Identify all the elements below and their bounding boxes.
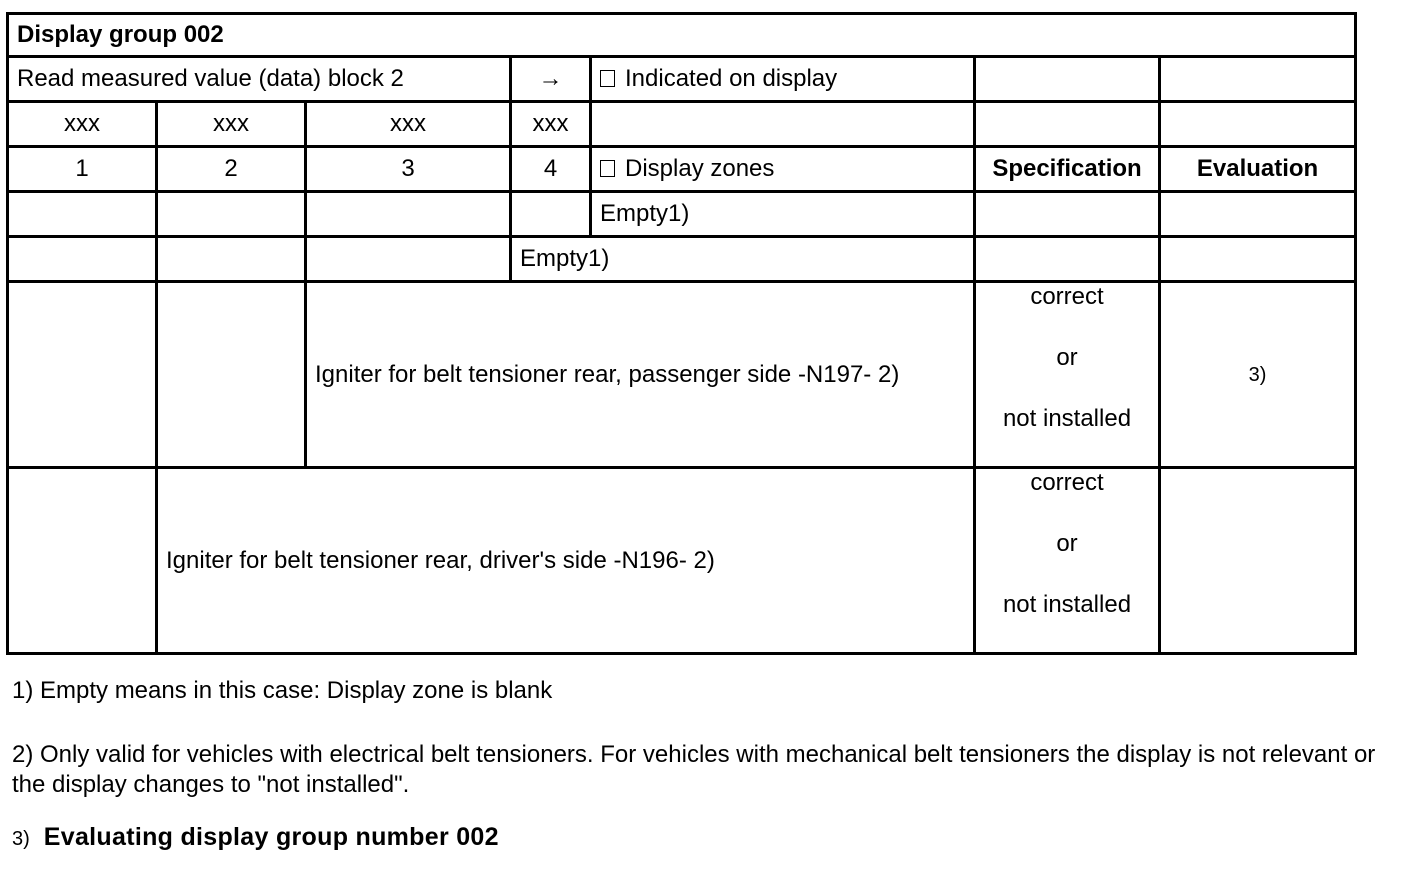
- evaluation-header: Evaluation: [1160, 147, 1356, 192]
- empty-cell: [1160, 57, 1356, 102]
- specification-header: Specification: [975, 147, 1160, 192]
- empty-cell: [157, 192, 306, 237]
- xxx-zone-3: xxx: [306, 102, 511, 147]
- zone-number-2: 2: [157, 147, 306, 192]
- empty-zone-3-label: Empty1): [511, 237, 975, 282]
- empty-cell: [975, 192, 1160, 237]
- empty-cell: [157, 237, 306, 282]
- display-zones-label: Display zones: [625, 155, 775, 182]
- spec-correct: correct: [1030, 283, 1104, 310]
- zone-number-1: 1: [8, 147, 157, 192]
- specification-passenger: [975, 282, 1160, 468]
- empty-cell: [306, 237, 511, 282]
- empty-cell: [511, 192, 591, 237]
- empty-cell: [8, 192, 157, 237]
- zone-number-3: 3: [306, 147, 511, 192]
- footnote-3-text: Evaluating display group number 002: [43, 823, 499, 851]
- empty-cell: [1160, 102, 1356, 147]
- empty-cell: [1160, 237, 1356, 282]
- read-block-label: Read measured value (data) block 2: [8, 57, 511, 102]
- spec-correct: correct: [1030, 469, 1104, 496]
- empty-cell: [975, 102, 1160, 147]
- xxx-zone-1: xxx: [8, 102, 157, 147]
- empty-cell: [306, 192, 511, 237]
- indicated-label-cell: [591, 57, 975, 102]
- empty-cell: [8, 282, 157, 468]
- empty-cell: [975, 237, 1160, 282]
- xxx-zone-2: xxx: [157, 102, 306, 147]
- footnote-2: 2) Only valid for vehicles with electrical belt tensioners. For vehicles with mechanical belt tensioners the display is not relevant or the display changes to "not installed".: [12, 741, 1376, 798]
- footnote-3: [12, 822, 499, 854]
- spec-or: or: [1056, 344, 1078, 371]
- spec-not-installed: not installed: [1002, 405, 1132, 432]
- igniter-passenger-label: Igniter for belt tensioner rear, passenger side -N197- 2): [306, 282, 975, 468]
- checkbox-square-icon: [600, 160, 615, 177]
- empty-cell: [1160, 468, 1356, 654]
- indicated-label: Indicated on display: [625, 65, 838, 92]
- spec-or: or: [1056, 530, 1078, 557]
- table-title: Display group 002: [8, 14, 1356, 57]
- checkbox-square-icon: [600, 70, 615, 87]
- arrow-icon: →: [511, 57, 591, 102]
- empty-cell: [975, 57, 1160, 102]
- evaluation-reference: 3): [1160, 282, 1356, 468]
- empty-cell: [157, 282, 306, 468]
- empty-cell: [8, 468, 157, 654]
- xxx-zone-4: xxx: [511, 102, 591, 147]
- igniter-driver-label: Igniter for belt tensioner rear, driver's side -N196- 2): [157, 468, 975, 654]
- empty-zone-4-label: Empty1): [591, 192, 975, 237]
- display-zones-cell: [591, 147, 975, 192]
- empty-cell: [591, 102, 975, 147]
- footnote-1: 1) Empty means in this case: Display zone is blank: [12, 677, 553, 704]
- display-group-table: [6, 12, 1357, 655]
- empty-cell: [8, 237, 157, 282]
- zone-number-4: 4: [511, 147, 591, 192]
- footnote-3-ref: 3): [12, 828, 30, 850]
- empty-cell: [1160, 192, 1356, 237]
- specification-driver: [975, 468, 1160, 654]
- spec-not-installed: not installed: [1002, 591, 1132, 618]
